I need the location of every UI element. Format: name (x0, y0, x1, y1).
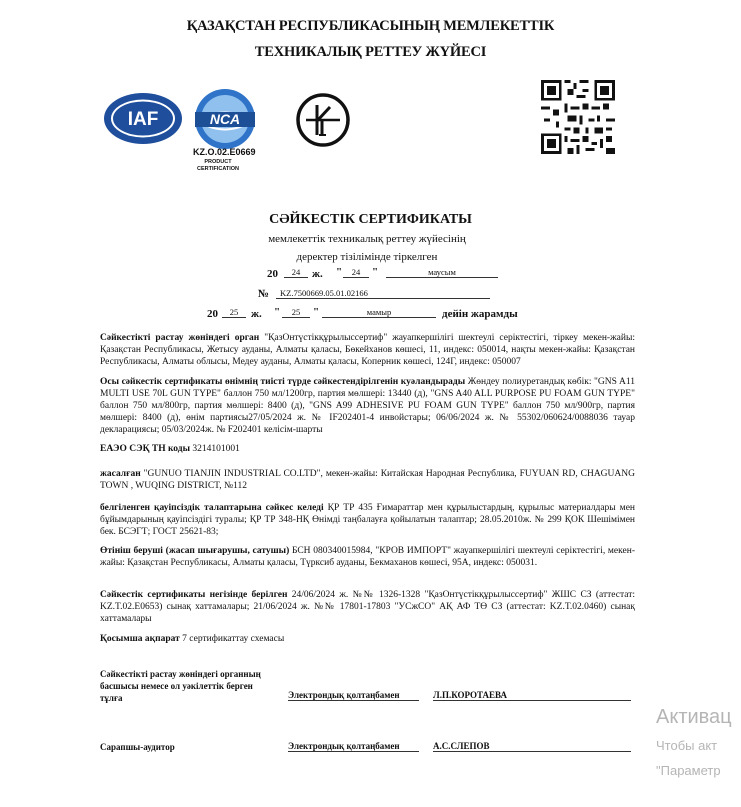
certificate-title: СӘЙКЕСТІК СЕРТИФИКАТЫ (269, 212, 472, 227)
head-name: Л.П.КОРОТАЕВА (433, 690, 631, 701)
head-of-body-label (100, 668, 261, 704)
issue-quote-close: " (372, 266, 379, 278)
applicant-text: БСН 080340015984, "КРОВ ИМПОРТ" жауапкершілігі шектеулі серіктестігі, мекен-жайы: Қазақстан Республикасы, Алматы қаласы, Түрксиб ауданы, Бекмаханов көшесі, 95А, индекс: 050031. (100, 546, 635, 568)
product-certification-label (193, 159, 243, 173)
basis-text: 24/06/2024 ж. №№ 1326-1328 "ҚазОнтүстікқұрылыссертиф" ЖШС СЗ (аттестат: KZ.T.02.E0653) сынақ хаттамалары; 21/06/2024 ж. №№ 17801-17803 "УСжСО" АҚ АФ ТӨ СЗ (аттестат: KZ.T.02.0460) сынақ хаттамалары (100, 590, 635, 624)
accreditation-number: KZ.O.02.E0669 (193, 147, 256, 157)
product-section (100, 376, 635, 436)
valid-quote-close: " (313, 306, 320, 318)
basis-label: Сәйкестік сертификаты негізінде берілген (100, 590, 288, 600)
qr-code-icon (541, 80, 615, 154)
valid-century: 20 (207, 308, 218, 320)
applicant-label: Өтініш беруші (жасап шығарушы, сатушы) (100, 546, 290, 556)
certificate-subtitle-2: деректер тізілімінде тіркелген (296, 251, 438, 263)
valid-until-label: дейін жарамды (442, 308, 518, 320)
valid-year-suffix: ж. (251, 308, 262, 320)
product-cert-line-1: PRODUCT (204, 159, 232, 165)
certification-body-label: Сәйкестікті растау жөніндегі орган (100, 333, 260, 343)
iaf-logo-icon (103, 92, 183, 145)
valid-year: 25 (222, 307, 246, 318)
requirements-text: ҚР ТР 435 Ғимараттар мен құрылыстардың, құрылыс материалдары мен бұйымдарының қауіпсіздігі туралы; ҚР ТР 348-НҚ Өнімді таңбалауға қойылатын талаптар; 28.05.2010ж. № 299 ҚОК Шешімімен бек. БСЭГТ; ГОСТ 25621-83; (100, 503, 635, 537)
certification-body-text: "ҚазОнтүстікқұрылыссертиф" жауапкершілігі шектеулі серіктестігі, тіркеу мекен-жайы: Қазақстан Республикасы, Жетысу ауданы, Алматы қаласы, Бөкейханов көшесі, 11, индекс: 050014, нақты мекен-жайы: Қазақстан Республикасы, Алматы облысы, Медеу ауданы, Алматы қаласы, Коперник көшесі, 124Г, индекс: 050007 (100, 333, 635, 367)
issue-century: 20 (267, 268, 278, 280)
auditor-name: А.С.СЛЕПОВ (433, 741, 631, 752)
header-line-1: ҚАЗАҚСТАН РЕСПУБЛИКАСЫНЫҢ МЕМЛЕКЕТТІК (186, 18, 555, 34)
manufacturer-text: "GUNUO TIANJIN INDUSTRIAL CO.LTD", мекен-жайы: Китайская Народная Республика, FUYUAN RD, CHAGUANG TOWN , WUQING DISTRICT, №112 (100, 469, 635, 491)
basis-section (100, 589, 635, 625)
issue-year: 24 (284, 267, 308, 278)
issue-quote-open: " (336, 266, 343, 278)
product-label: Осы сәйкестік сертификаты өнімнің тиісті түрде сәйкестендірілгенін куәландырады (100, 377, 466, 387)
kt-conformity-mark-icon (295, 92, 351, 148)
applicant-section (100, 545, 635, 569)
certificate-number: KZ.7500669.05.01.02166 (276, 288, 490, 299)
hs-code-section (100, 443, 635, 455)
hs-code-value: 3214101001 (190, 444, 240, 454)
activation-watermark-line-3: "Параметр (656, 763, 721, 778)
head-label-line-3: тұлға (100, 693, 123, 703)
requirements-label: белгіленген қауіпсіздік талаптарына сәйкес келеді (100, 503, 324, 513)
head-label-line-1: Сәйкестікті растау жөніндегі органның (100, 669, 261, 679)
nca-logo-icon (193, 88, 257, 150)
hs-code-label: ЕАЭО СЭҚ ТН коды (100, 444, 190, 454)
issue-day: 24 (343, 267, 369, 278)
manufacturer-label: жасалған (100, 469, 141, 479)
manufacturer-section (100, 468, 635, 492)
valid-quote-open: " (274, 306, 281, 318)
head-esign-label: Электрондық қолтаңбамен (288, 690, 419, 701)
product-cert-line-2: CERTIFICATION (196, 166, 240, 172)
valid-month: мамыр (322, 307, 436, 318)
auditor-label: Сарапшы-аудитор (100, 742, 175, 752)
auditor-esign-label: Электрондық қолтаңбамен (288, 741, 419, 752)
valid-day: 25 (282, 307, 310, 318)
annex-label: Қосымша ақпарат (100, 634, 180, 644)
certification-body-section (100, 332, 635, 368)
annex-section (100, 633, 635, 645)
requirements-section (100, 502, 635, 538)
product-text: Жөндеу полиуретандық көбік: "GNS A11 MULTI USE 70L GUN TYPE" баллон 750 мл/1200гр, партия мөлшері: 13440 (д), "GNS A40 ALL PURPOSE PU FOAM GUN TYPE" баллон 750 мл/800гр, партия мөлшері: 8400 (д), "GNS A99 ADHESIVE PU FOAM GUN TYPE" баллон 750 мл/900гр, партия мөлшері: 8400 (д), өнім партиясы27/05/2024 ж. № IF202401-4 инвойстары; 06/06/2024 ж. № 55302/060624/0088036 тауар декларациясы; 05/03/2024ж. № F202401 келісім-шарты (100, 377, 635, 435)
svg-text:NCA: NCA (209, 111, 241, 127)
header-line-2: ТЕХНИКАЛЫҚ РЕТТЕУ ЖҮЙЕСІ (254, 44, 487, 60)
activation-watermark-line-2: Чтобы акт (656, 738, 718, 753)
certificate-subtitle-1: мемлекеттік техникалық реттеу жүйесінің (268, 233, 466, 245)
activation-watermark-title: Активац (656, 706, 732, 728)
annex-text: 7 сертификаттау схемасы (179, 634, 285, 644)
issue-month: маусым (386, 267, 498, 278)
svg-text:IAF: IAF (127, 109, 159, 130)
number-symbol: № (258, 288, 270, 300)
head-label-line-2: басшысы немесе ол уәкілеттік берген (100, 681, 253, 691)
issue-year-suffix: ж. (312, 268, 323, 280)
